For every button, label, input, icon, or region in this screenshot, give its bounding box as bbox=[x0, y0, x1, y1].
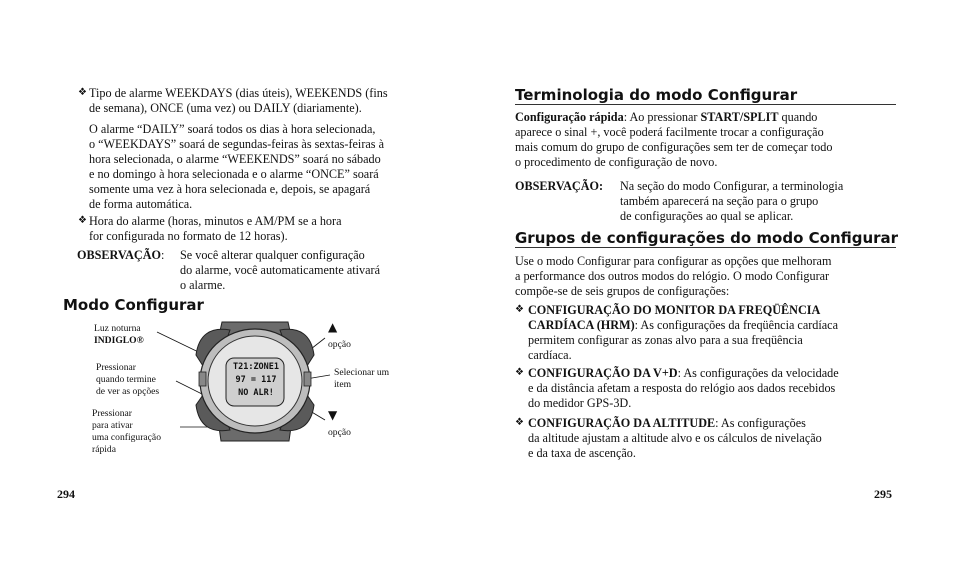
bullet-icon: ❖ bbox=[515, 304, 524, 315]
alarm-description-paragraph: O alarme “DAILY” soará todos os dias à hora selecionada, o “WEEKDAYS” soará de segundas-feiras às sextas-feiras à hora selecionada, o alarme “WEEKENDS” soará no sábado e no domingo à hora selecionada e o alarme “ONCE” soará somente uma vez à hora selecionada e, depois, se apagará de forma automática. bbox=[89, 122, 384, 211]
bullet-speed-distance: CONFIGURAÇÃO DA V+D: As configurações da velocidade e da distância afetam a resposta do relógio aos dados recebidos do medidor GPS-3D. bbox=[528, 366, 839, 410]
label-select-item: Selecionar um item bbox=[334, 367, 390, 390]
label-option-up: opção bbox=[328, 339, 351, 350]
label-quick-setting: Pressionar para ativar uma configuração rápida bbox=[92, 408, 161, 455]
down-arrow-icon: ▼ bbox=[328, 408, 338, 422]
bullet-icon: ❖ bbox=[78, 87, 87, 98]
bullet-icon: ❖ bbox=[78, 215, 87, 226]
page-number-right: 295 bbox=[874, 487, 892, 501]
label-indiglo: Luz noturna INDIGLO® bbox=[94, 323, 144, 346]
heading-rule bbox=[515, 247, 896, 248]
quick-setting-paragraph: Configuração rápida: Ao pressionar START/SPLIT quando aparece o sinal +, você poderá facilmente trocar a configuração mais comum do grupo de configurações sem ter de começar todo o procedimento de configuração de novo. bbox=[515, 110, 833, 169]
bullet-icon: ❖ bbox=[515, 417, 524, 428]
bullet-alarm-type: Tipo de alarme WEEKDAYS (dias úteis), WEEKENDS (fins de semana), ONCE (uma vez) ou DAILY (diariamente). bbox=[89, 86, 388, 115]
note-label-right: OBSERVAÇÃO: bbox=[515, 179, 604, 193]
note-text-right: Na seção do modo Configurar, a terminologia também aparecerá na seção para o grupo de configurações ao qual se aplicar. bbox=[620, 179, 844, 223]
page-number-left: 294 bbox=[57, 487, 75, 501]
label-finish-options: Pressionar quando termine de ver as opções bbox=[96, 362, 160, 397]
up-arrow-icon: ▲ bbox=[328, 320, 338, 334]
section-heading-modo-configurar: Modo Configurar bbox=[63, 296, 204, 314]
bullet-altitude: CONFIGURAÇÃO DA ALTITUDE: As configurações da altitude ajustam a altitude alvo e os cálculos de nivelação e da taxa de ascenção. bbox=[528, 416, 822, 460]
heading-rule bbox=[515, 104, 896, 105]
section-heading-grupos: Grupos de configurações do modo Configurar bbox=[515, 229, 899, 247]
bullet-icon: ❖ bbox=[515, 367, 524, 378]
label-option-down: opção bbox=[328, 427, 351, 438]
note-text: Se você alterar qualquer configuração do alarme, você automaticamente ativará o alarme. bbox=[180, 248, 380, 292]
note-label: OBSERVAÇÃO: bbox=[77, 248, 165, 262]
section-heading-terminologia: Terminologia do modo Configurar bbox=[515, 86, 798, 104]
groups-intro-paragraph: Use o modo Configurar para configurar as opções que melhoram a performance dos outros modos do relógio. O modo Configurar compõe-se de seis grupos de configurações: bbox=[515, 254, 832, 298]
bullet-hrm: CONFIGURAÇÃO DO MONITOR DA FREQÜÊNCIA CARDÍACA (HRM): As configurações da freqüência cardíaca permitem configurar as zonas alvo para a sua freqüência cardíaca. bbox=[528, 303, 838, 362]
bullet-alarm-time: Hora do alarme (horas, minutos e AM/PM se a hora for configurada no formato de 12 horas). bbox=[89, 214, 342, 243]
watch-display: T21:ZONE1 97 = 117 NO ALR! bbox=[232, 362, 280, 398]
